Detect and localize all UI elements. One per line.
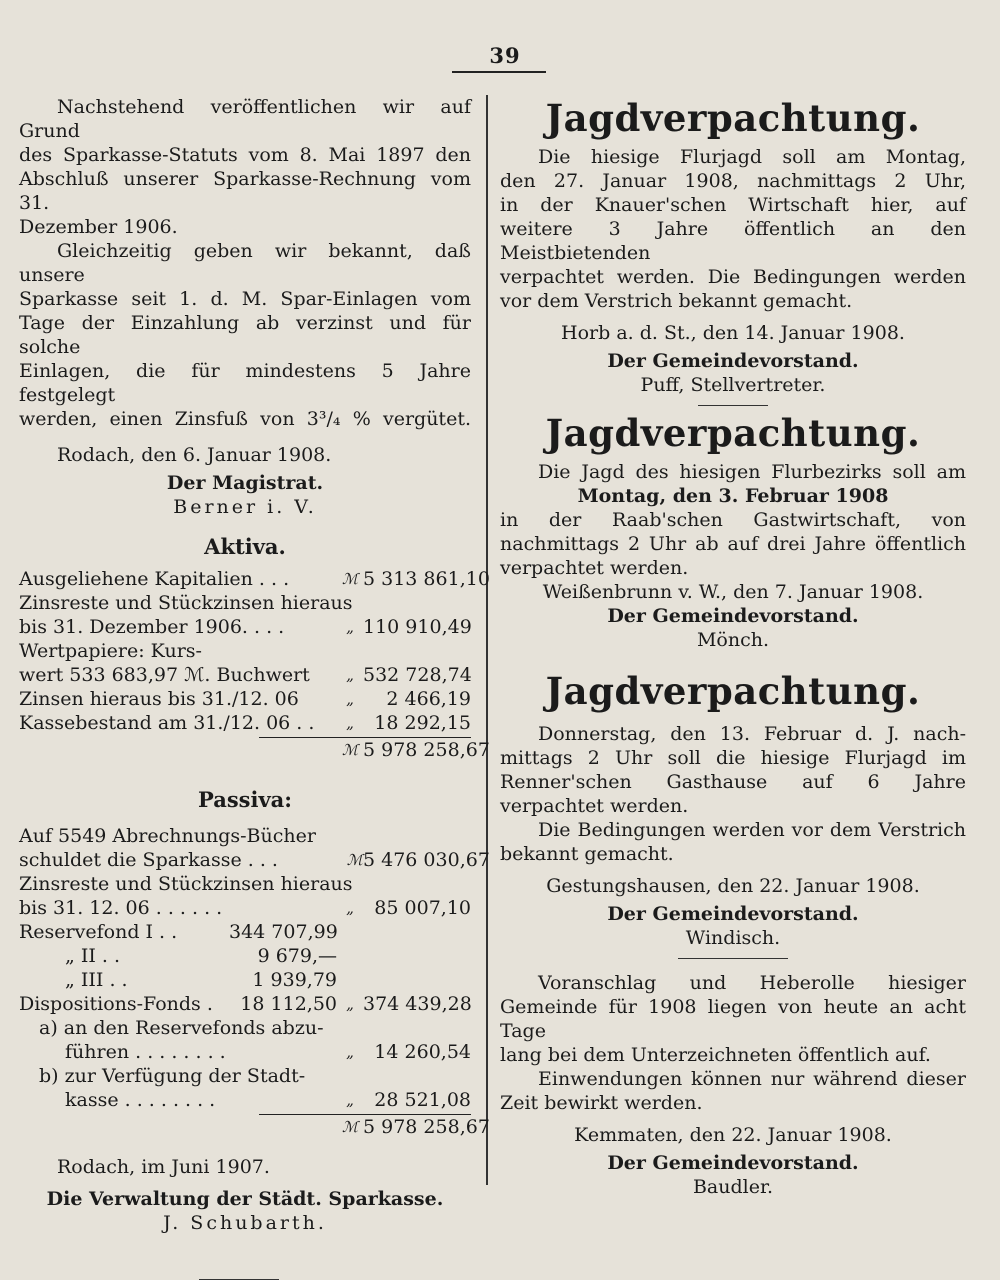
notice-line: Einwendungen können nur während dieser	[538, 1068, 966, 1090]
notice-line: mittags 2 Uhr soll die hiesige Flurjagd im	[500, 747, 966, 769]
signer-name: Berner i. V.	[173, 496, 317, 518]
notice-line: nachmittags 2 Uhr ab auf drei Jahre öffentlich	[500, 533, 966, 555]
announcement-line: werden, einen Zinsfuß von 3³/₄ % vergütet.	[19, 408, 471, 430]
row-description: wert 533 683,97 ℳ. Buchwert	[19, 664, 310, 686]
notice-line: Die Bedingungen werden vor dem Verstrich	[538, 819, 966, 841]
row-description: kasse . . . . . . . .	[65, 1089, 216, 1111]
signer-title: Der Magistrat.	[166, 472, 324, 494]
passiva-heading: Passiva:	[197, 787, 293, 812]
currency-mark	[337, 639, 363, 663]
notice-3	[500, 668, 966, 959]
row-subamount	[229, 1088, 337, 1112]
notice-title: Jagdverpachtung.	[545, 411, 921, 455]
signer-title: Der Gemeindevorstand.	[607, 350, 859, 372]
notice-line: Montag, den 3. Februar 1908	[577, 485, 889, 507]
total-row	[19, 738, 490, 762]
currency-mark: „	[346, 690, 354, 708]
signer-name: Mönch.	[696, 629, 770, 651]
place-date: Kemmaten, den 22. Januar 1908.	[574, 1124, 892, 1146]
row-subamount	[278, 848, 347, 872]
column-divider	[486, 95, 488, 1185]
place-date: Rodach, im Juni 1907.	[57, 1156, 270, 1178]
row-amount: 532 728,74	[363, 664, 472, 686]
row-description: „ III . .	[65, 969, 128, 991]
currency-mark: ℳ	[341, 1118, 359, 1136]
table-row	[19, 896, 471, 920]
table-row	[19, 1088, 471, 1112]
table-row	[19, 663, 471, 687]
notice-line: Gemeinde für 1908 liegen von heute an acht Tage	[500, 996, 966, 1042]
currency-mark	[389, 1016, 405, 1040]
notice-line: weitere 3 Jahre öffentlich an den Meistbietenden	[500, 218, 966, 264]
row-subamount: 18 112,50	[240, 993, 337, 1015]
page-number-rule	[452, 71, 546, 73]
row-amount	[397, 1064, 471, 1088]
signer-title: Der Gemeindevorstand.	[607, 903, 859, 925]
currency-mark: „	[346, 666, 354, 684]
notice-line: Die hiesige Flurjagd soll am Montag,	[538, 146, 966, 168]
row-subamount	[316, 824, 385, 848]
table-row	[19, 920, 471, 944]
table-row	[19, 992, 471, 1016]
row-subamount	[229, 1040, 337, 1064]
currency-mark	[337, 920, 363, 944]
row-amount	[363, 968, 471, 992]
notice-line: in der Raab'schen Gastwirtschaft, von	[500, 509, 966, 531]
table-row	[19, 1016, 471, 1040]
notice-title: Jagdverpachtung.	[545, 669, 921, 713]
signer-title: Der Gemeindevorstand.	[607, 605, 859, 627]
aktiva-table	[19, 567, 490, 762]
currency-mark: „	[346, 1091, 354, 1109]
intro-line: des Sparkasse-Statuts vom 8. Mai 1897 den	[19, 144, 471, 166]
table-row	[19, 639, 471, 663]
row-amount	[363, 944, 471, 968]
row-amount	[363, 639, 471, 663]
signer-name: Baudler.	[692, 1176, 774, 1198]
row-amount	[418, 872, 471, 896]
notice-line: Renner'schen Gasthause auf 6 Jahre	[500, 771, 966, 793]
notice-line: Die Jagd des hiesigen Flurbezirks soll am	[538, 461, 966, 483]
row-amount	[402, 824, 471, 848]
announcement-line: Sparkasse seit 1. d. M. Spar-Einlagen vom	[19, 288, 471, 310]
left-column	[19, 95, 490, 1280]
notice-1	[500, 95, 966, 406]
currency-mark: „	[346, 618, 354, 636]
notice-line: verpachtet werden.	[500, 795, 689, 817]
row-description: bis 31. 12. 06 . . . . . .	[19, 897, 223, 919]
announcement-line: Gleichzeitig geben wir bekannt, daß unsere	[19, 240, 471, 286]
currency-mark	[353, 591, 376, 615]
notice-line: Voranschlag und Heberolle hiesiger	[538, 972, 966, 994]
row-description: Dispositions-Fonds .	[19, 993, 213, 1015]
table-row	[19, 968, 471, 992]
signer-title: Die Verwaltung der Städt. Sparkasse.	[46, 1188, 444, 1210]
signer-name: J. Schubarth.	[163, 1212, 327, 1234]
row-subamount: 9 679,—	[257, 945, 337, 967]
row-subamount	[229, 896, 337, 920]
row-amount: 5 476 030,67	[363, 849, 490, 871]
currency-mark: „	[346, 714, 354, 732]
place-date: Weißenbrunn v. W., den 7. Januar 1908.	[542, 581, 924, 603]
row-description: Reservefond I . .	[19, 921, 178, 943]
notice-2	[500, 410, 966, 652]
table-row	[19, 687, 471, 711]
row-subamount	[353, 872, 406, 896]
notice-line: Donnerstag, den 13. Februar d. J. nach-	[538, 723, 966, 745]
signer-name: Windisch.	[685, 927, 781, 949]
intro-paragraph	[19, 95, 471, 239]
row-amount: 18 292,15	[374, 712, 471, 734]
currency-mark: ℳ	[346, 851, 363, 869]
announcement-line: Einlagen, die für mindestens 5 Jahre festgelegt	[19, 360, 471, 406]
notice-line: verpachtet werden.	[500, 557, 689, 579]
row-description: a) an den Reservefonds abzu-	[39, 1017, 324, 1039]
intro-line: Abschluß unserer Sparkasse-Rechnung vom 31.	[19, 168, 471, 214]
row-description: Auf 5549 Abrechnungs-Bücher	[19, 825, 316, 847]
row-amount: 2 466,19	[386, 688, 471, 710]
signer-title: Der Gemeindevorstand.	[607, 1152, 859, 1174]
row-amount: 14 260,54	[374, 1041, 471, 1063]
passiva-table	[19, 824, 490, 1139]
table-row	[19, 567, 490, 591]
row-amount	[376, 591, 471, 615]
row-amount: 374 439,28	[363, 993, 472, 1015]
currency-mark	[337, 944, 363, 968]
total-amount: 5 978 258,67	[363, 739, 490, 761]
row-amount: 85 007,10	[374, 897, 471, 919]
table-row	[19, 711, 471, 735]
row-description: Ausgeliehene Kapitalien . . .	[19, 568, 290, 590]
row-description: Zinsen hieraus bis 31./12. 06	[19, 688, 299, 710]
announcement-line: Tage der Einzahlung ab verzinst und für solche	[19, 312, 471, 358]
currency-mark: „	[346, 899, 354, 917]
currency-mark	[379, 1064, 397, 1088]
place-date: Gestungshausen, den 22. Januar 1908.	[546, 875, 920, 897]
row-amount	[405, 1016, 471, 1040]
row-amount: 28 521,08	[374, 1089, 471, 1111]
row-subamount: 1 939,79	[252, 969, 337, 991]
table-row	[19, 1040, 471, 1064]
row-description: Wertpapiere: Kurs-	[19, 640, 202, 662]
table-row	[19, 824, 471, 848]
notice-separator	[698, 405, 768, 406]
table-row	[19, 944, 471, 968]
row-amount: 5 313 861,10	[363, 568, 490, 590]
table-row	[19, 615, 471, 639]
total-amount: 5 978 258,67	[363, 1116, 490, 1138]
currency-mark: „	[346, 1043, 354, 1061]
announcement-paragraph	[19, 239, 471, 431]
notice-line: lang bei dem Unterzeichneten öffentlich auf.	[500, 1044, 931, 1066]
currency-mark	[405, 872, 418, 896]
row-subamount	[305, 1064, 379, 1088]
currency-mark	[337, 968, 363, 992]
place-date: Rodach, den 6. Januar 1908.	[57, 444, 332, 466]
currency-mark: „	[346, 995, 354, 1013]
row-description: Zinsreste und Stückzinsen hieraus	[19, 592, 353, 614]
notice-title: Jagdverpachtung.	[545, 96, 921, 140]
notice-line: Zeit bewirkt werden.	[500, 1092, 703, 1114]
signer-name: Puff, Stellvertreter.	[640, 374, 826, 396]
intro-line: Dezember 1906.	[19, 216, 178, 238]
currency-mark: ℳ	[341, 741, 359, 759]
row-description: bis 31. Dezember 1906. . . .	[19, 616, 285, 638]
place-date: Horb a. d. St., den 14. Januar 1908.	[561, 322, 905, 344]
table-row	[19, 591, 471, 615]
notice-line: den 27. Januar 1908, nachmittags 2 Uhr,	[500, 170, 966, 192]
notice-4	[500, 971, 966, 1199]
page-number: 39	[489, 43, 521, 68]
row-description: schuldet die Sparkasse . . .	[19, 849, 278, 871]
table-row	[19, 872, 471, 896]
table-row	[19, 848, 490, 872]
currency-mark	[385, 824, 402, 848]
notice-line: bekannt gemacht.	[500, 843, 674, 865]
row-description: „ II . .	[65, 945, 121, 967]
currency-mark: ℳ	[341, 570, 359, 588]
row-amount: 110 910,49	[363, 616, 472, 638]
row-description: b) zur Verfügung der Stadt-	[39, 1065, 306, 1087]
row-description: Kassebestand am 31./12. 06 . .	[19, 712, 315, 734]
notice-line: verpachtet werden. Die Bedingungen werden	[500, 266, 966, 288]
table-row	[19, 1064, 471, 1088]
aktiva-heading: Aktiva.	[204, 534, 286, 559]
row-description: Zinsreste und Stückzinsen hieraus	[19, 873, 353, 895]
right-column	[500, 95, 966, 1199]
intro-line: Nachstehend veröffentlichen wir auf Grund	[19, 96, 471, 142]
row-amount	[363, 920, 471, 944]
notice-line: vor dem Verstrich bekannt gemacht.	[500, 290, 853, 312]
row-subamount	[324, 1016, 390, 1040]
row-subamount: 344 707,99	[229, 921, 338, 943]
notice-line: in der Knauer'schen Wirtschaft hier, auf	[500, 194, 966, 216]
total-row	[19, 1115, 490, 1139]
notice-separator	[678, 958, 788, 959]
row-description: führen . . . . . . . .	[65, 1041, 226, 1063]
